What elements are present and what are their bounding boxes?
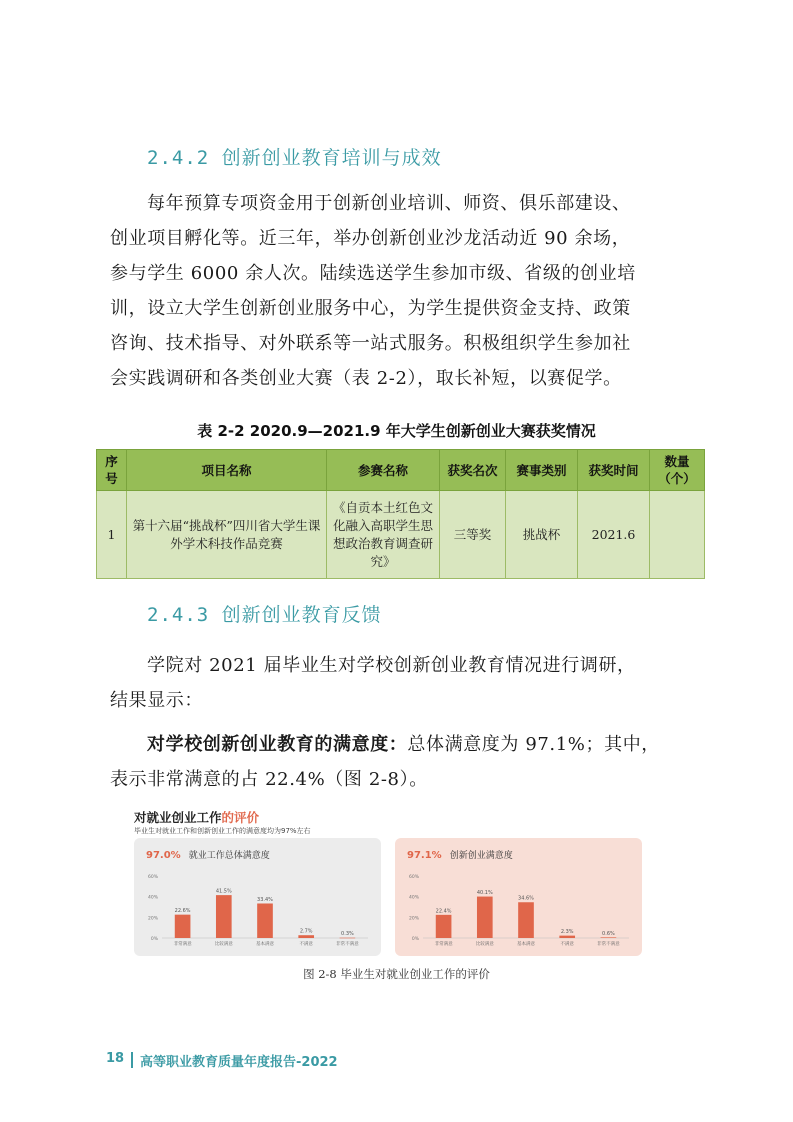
paragraph-line: 参与学生 6000 余人次。陆续选送学生参加市级、省级的创业培 (110, 263, 636, 284)
cell-project: 第十六届“挑战杯”四川省大学生课外学术科技作品竞赛 (127, 491, 327, 579)
table-row (97, 491, 705, 579)
x-tick-label: 不满意 (560, 942, 574, 947)
paragraph-line: 结果显示： (110, 690, 203, 711)
x-tick-label: 基本满意 (256, 942, 274, 947)
cell-qty (650, 491, 705, 579)
bar (477, 897, 493, 938)
bar (436, 915, 452, 938)
award-table (96, 449, 705, 579)
cell-entry: 《自贡本土红色文化融入高职学生思想政治教育调查研究》 (327, 491, 440, 579)
y-tick-label: 0% (411, 937, 419, 942)
paragraph-feedback (110, 648, 710, 718)
paragraph-line: 表示非常满意的占 22.4%（图 2-8）。 (110, 769, 428, 790)
paragraph-line: 每年预算专项资金用于创新创业培训、师资、俱乐部建设、 (147, 193, 631, 214)
cell-seq: 1 (97, 491, 127, 579)
col-header-rank: 获奖名次 (440, 450, 506, 491)
bar (216, 895, 232, 938)
y-tick-label: 20% (147, 916, 158, 922)
col-header-qty: 数量 （个） (650, 450, 705, 491)
paragraph-satisfaction (110, 727, 710, 797)
y-tick-label: 0% (150, 937, 158, 942)
bar-value-label: 22.4% (435, 908, 452, 915)
paragraph-line: 学院对 2021 届毕业生对学校创新创业教育情况进行调研， (147, 655, 636, 676)
paragraph-line: 创业项目孵化等。近三年，举办创新创业沙龙活动近 90 余场， (110, 228, 631, 249)
x-tick-label: 非常满意 (434, 942, 453, 947)
y-tick-label: 20% (408, 916, 419, 922)
right-bar-chart (401, 870, 636, 952)
x-tick-label: 不满意 (299, 942, 313, 947)
satisfaction-text: 总体满意度为 97.1%；其中， (407, 734, 660, 755)
paragraph-line (110, 727, 710, 762)
x-tick-label: 非常满意 (173, 942, 192, 947)
right-panel-header (407, 848, 513, 861)
left-panel-header (146, 848, 270, 861)
bar-value-label: 22.6% (174, 908, 191, 915)
section-heading-2-4-2: 2.4.2 创新创业教育培训与成效 (147, 147, 442, 169)
satisfaction-label: 对学校创新创业教育的满意度： (147, 734, 408, 755)
bar-value-label: 0.6% (602, 930, 615, 937)
footer-divider (131, 1052, 133, 1068)
footer-title: 高等职业教育质量年度报告-2022 (140, 1055, 338, 1070)
left-panel-title: 就业工作总体满意度 (188, 851, 270, 861)
left-headline: 97.0% (146, 850, 181, 861)
bar-value-label: 34.6% (518, 895, 534, 902)
bar-value-label: 40.1% (476, 890, 493, 897)
x-tick-label: 非常不满意 (597, 942, 620, 947)
paragraph-line: 咨询、技术指导、对外联系等一站式服务。积极组织学生参加社 (110, 333, 631, 354)
cell-time: 2021.6 (578, 491, 650, 579)
y-tick-label: 60% (408, 875, 419, 880)
bar-value-label: 0.3% (341, 931, 354, 938)
table-header-row (97, 450, 705, 491)
x-tick-label: 比较满意 (475, 942, 494, 947)
y-tick-label: 40% (408, 895, 419, 901)
bar (601, 937, 617, 938)
cell-rank: 三等奖 (440, 491, 506, 579)
x-tick-label: 非常不满意 (336, 942, 359, 947)
col-header-entry: 参赛名称 (327, 450, 440, 491)
left-panel (134, 838, 381, 956)
figure-subtitle: 毕业生对就业工作和创新创业工作的满意度均为97%左右 (134, 827, 311, 835)
x-tick-label: 比较满意 (214, 942, 233, 947)
y-tick-label: 40% (147, 895, 158, 901)
bar (257, 903, 273, 938)
right-headline: 97.1% (407, 850, 442, 861)
section-heading-2-4-3: 2.4.3 创新创业教育反馈 (147, 604, 382, 626)
page-number: 18 (106, 1051, 125, 1066)
bar (518, 902, 534, 938)
right-panel (395, 838, 642, 956)
col-header-project: 项目名称 (127, 450, 327, 491)
figure-caption: 图 2-8 毕业生对就业创业工作的评价 (303, 967, 490, 981)
bar (559, 936, 575, 938)
bar (175, 915, 191, 938)
col-header-seq: 序 号 (97, 450, 127, 491)
left-bar-chart (140, 870, 375, 952)
bar-value-label: 41.5% (215, 888, 232, 895)
table-caption: 表 2-2 2020.9—2021.9 年大学生创新创业大赛获奖情况 (197, 422, 596, 440)
paragraph-line: 训，设立大学生创新创业服务中心，为学生提供资金支持、政策 (110, 298, 631, 319)
bar (340, 938, 356, 939)
figure-title: 对就业创业工作的评价 (134, 810, 260, 825)
bar (298, 935, 314, 938)
col-header-category: 赛事类别 (506, 450, 578, 491)
paragraph-innovation-training (110, 186, 710, 396)
y-tick-label: 60% (147, 875, 158, 880)
col-header-time: 获奖时间 (578, 450, 650, 491)
bar-value-label: 2.3% (560, 929, 574, 936)
bar-value-label: 2.7% (299, 928, 313, 935)
bar-value-label: 33.4% (257, 896, 273, 903)
figure-evaluation (117, 802, 660, 960)
cell-category: 挑战杯 (506, 491, 578, 579)
right-panel-title: 创新创业满意度 (449, 851, 513, 861)
x-tick-label: 基本满意 (517, 942, 535, 947)
paragraph-line: 会实践调研和各类创业大赛（表 2-2），取长补短，以赛促学。 (110, 368, 622, 389)
